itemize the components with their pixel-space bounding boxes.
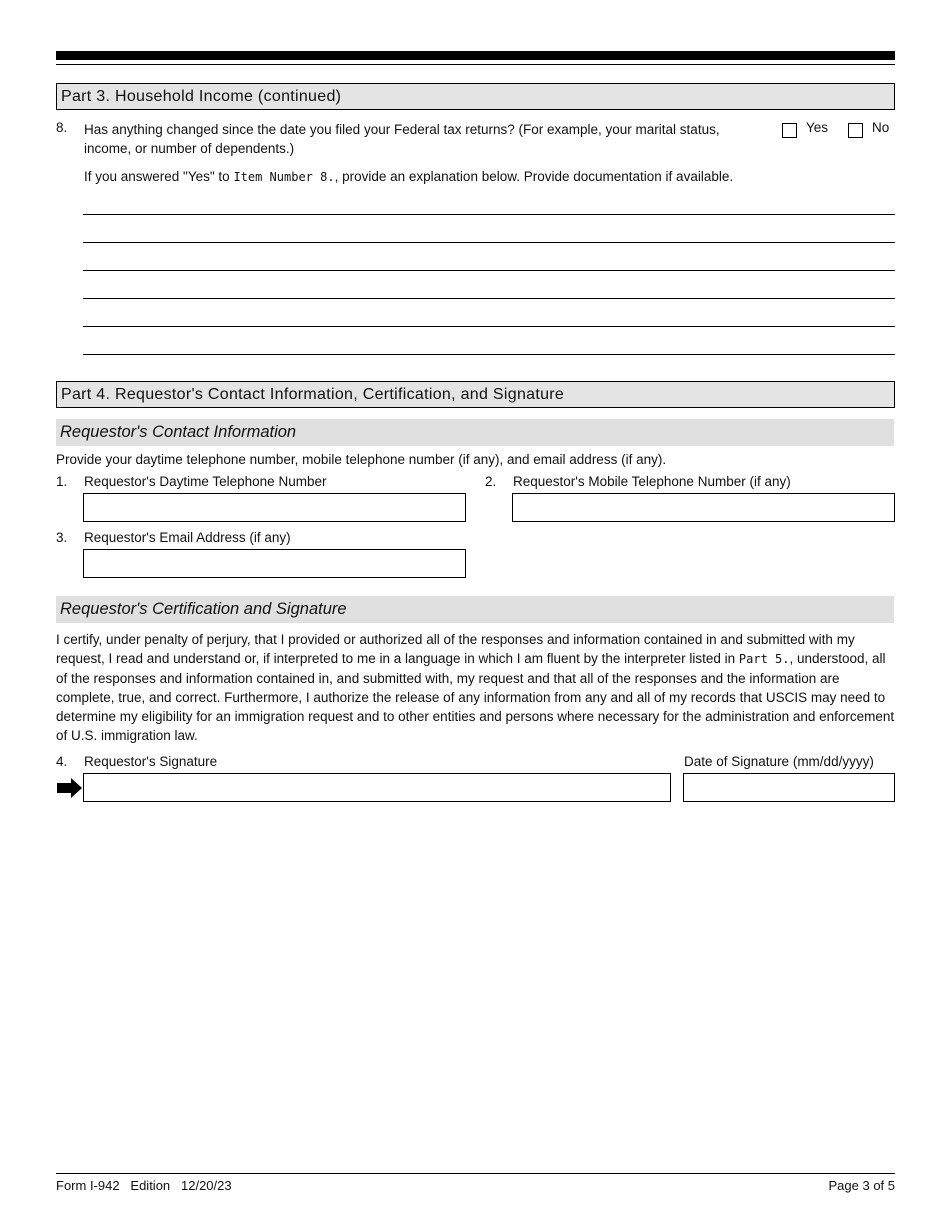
item8-yes-checkbox[interactable]	[782, 123, 797, 138]
footer-page-number: Page 3 of 5	[828, 1178, 895, 1193]
top-thick-rule	[56, 51, 895, 60]
item2-number: 2.	[485, 474, 497, 489]
cert-text-a: I certify, under penalty of perjury, that I provided or authorized all of the responses and information contained in and submitted with my request, I read and understand or, if interpreted to me in a language in which I am fluent by the interpreter listed in	[56, 632, 855, 666]
item1-label: Requestor's Daytime Telephone Number	[84, 474, 327, 489]
date-of-signature-field[interactable]	[683, 773, 895, 802]
item2-label: Requestor's Mobile Telephone Number (if any)	[513, 474, 791, 489]
item4-number: 4.	[56, 754, 68, 769]
cert-part-ref: Part 5.	[738, 652, 790, 666]
contact-intro: Provide your daytime telephone number, mobile telephone number (if any), and email address (if any).	[56, 452, 667, 467]
item4-label: Requestor's Signature	[84, 754, 218, 769]
certification-subheader: Requestor's Certification and Signature	[56, 596, 894, 623]
explain-suffix: , provide an explanation below. Provide documentation if available.	[334, 169, 734, 184]
part4-header: Part 4. Requestor's Contact Information, Certification, and Signature	[56, 381, 895, 408]
item8-explain-instruction	[84, 167, 896, 187]
explanation-line-2[interactable]	[83, 242, 895, 243]
daytime-phone-field[interactable]	[83, 493, 466, 522]
item1-number: 1.	[56, 474, 68, 489]
footer-form-edition: Form I-942 Edition 12/20/23	[56, 1178, 232, 1193]
explain-item-ref: Item Number 8.	[233, 170, 335, 184]
explanation-line-5[interactable]	[83, 326, 895, 327]
top-thin-rule	[56, 64, 895, 65]
certification-text	[56, 630, 896, 745]
mobile-phone-field[interactable]	[512, 493, 895, 522]
item8-yes-label: Yes	[806, 120, 829, 135]
signature-arrow-icon	[56, 778, 83, 798]
explanation-line-1[interactable]	[83, 214, 895, 215]
date-signature-label: Date of Signature (mm/dd/yyyy)	[684, 754, 874, 769]
item8-no-label: No	[872, 120, 890, 135]
item3-label: Requestor's Email Address (if any)	[84, 530, 291, 545]
cert-text-b: , understood, all of the responses and information contained in, and submitted with, my request and that all of the responses and the information are complete, true, and correct. Furthermore, I authorize the release of any information from any and all of my records that USCIS may need to determine my eligibility for an immigration request and to other entities and persons where necessary for the administration and enforcement of U.S. immigration law.	[56, 651, 895, 743]
item8-number: 8.	[56, 120, 68, 135]
explain-prefix: If you answered "Yes" to	[84, 169, 234, 184]
explanation-line-3[interactable]	[83, 270, 895, 271]
item3-number: 3.	[56, 530, 68, 545]
item8-question: Has anything changed since the date you filed your Federal tax returns? (For example, your marital status, income, or number of dependents.)	[84, 122, 720, 156]
part3-header: Part 3. Household Income (continued)	[56, 83, 895, 110]
explanation-line-4[interactable]	[83, 298, 895, 299]
explanation-line-6[interactable]	[83, 354, 895, 355]
footer-rule	[56, 1173, 895, 1174]
contact-info-subheader: Requestor's Contact Information	[56, 419, 894, 446]
signature-field[interactable]	[83, 773, 671, 802]
item8-no-checkbox[interactable]	[848, 123, 863, 138]
email-field[interactable]	[83, 549, 466, 578]
